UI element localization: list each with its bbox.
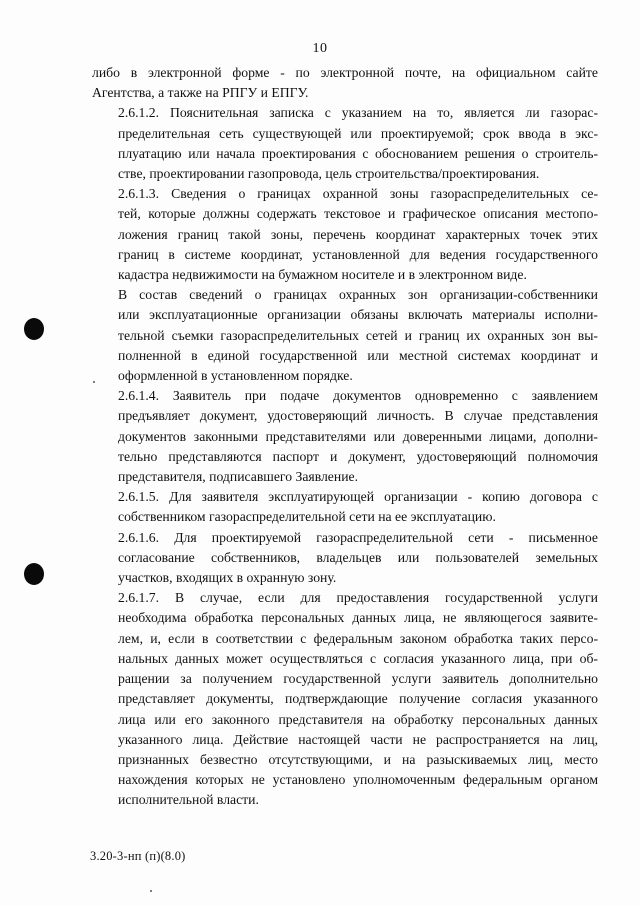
text-line: признанных безвестно отсутствующими, и на разыскиваемых лиц, место: [118, 751, 598, 767]
text-line: или эксплуатационные организации обязаны включать материалы исполни-: [118, 307, 598, 323]
text-line: Агентства, а также на РПГУ и ЕПГУ.: [92, 85, 309, 101]
text-line: представителя, подписавшего Заявление.: [118, 469, 359, 485]
text-line: пределительная сеть существующей или проектируемой; срок ввода в экс-: [118, 125, 598, 141]
text-line: стве, проектировании газопровода, цель строительства/проектирования.: [118, 166, 540, 182]
text-line: тельной съемки газораспределительных сетей и границ их охранных зон вы-: [118, 327, 598, 343]
text-line: границ в системе координат, установленной для ведения государственного: [118, 246, 598, 262]
paragraph: [92, 528, 598, 589]
text-line: представляет документы, подтверждающие получение согласия указанного: [118, 691, 598, 707]
text-line: необходима обработка персональных данных лица, не являющегося заявите-: [118, 610, 598, 626]
paragraph: [92, 588, 598, 810]
text-line: предъявляет документ, удостоверяющий личность. В случае представления: [118, 408, 598, 424]
text-line: кадастра недвижимости на бумажном носителе и в электронном виде.: [118, 267, 527, 283]
text-line: лем, и, если в соответствии с федеральным законом обработка таких персо-: [118, 630, 598, 646]
paragraph: [92, 285, 598, 386]
text-line: 2.6.1.3. Сведения о границах охранной зоны газораспределительных се-: [118, 186, 598, 202]
document-code-footer: 3.20-3-нп (п)(8.0): [90, 849, 186, 863]
text-line: тельно представляются паспорт и документ, удостоверяющий полномочия: [118, 448, 598, 464]
text-line: нальных данных может осуществляться с согласия указанного лица, при об-: [118, 650, 598, 666]
paragraph: [92, 103, 598, 184]
text-line: В состав сведений о границах охранных зон организации-собственники: [118, 287, 598, 303]
paragraph: [92, 386, 598, 487]
text-line: 2.6.1.4. Заявитель при подаче документов одновременно с заявлением: [118, 388, 598, 404]
document-body: [92, 63, 598, 811]
page-number: 10: [312, 41, 328, 56]
text-line: полненной в единой государственной или местной системах координат и: [118, 347, 598, 363]
text-line: согласование собственников, владельцев или пользователей земельных: [118, 549, 598, 565]
text-line: ращении за получением государственной услуги заявитель дополнительно: [118, 671, 598, 687]
text-line: документов законными представителями или доверенными лицами, дополни-: [118, 428, 598, 444]
paragraph: [92, 487, 598, 527]
scan-speck: [150, 890, 152, 892]
punch-hole-top: [24, 318, 44, 340]
text-line: 2.6.1.5. Для заявителя эксплуатирующей организации - копию договора с: [118, 489, 598, 505]
paragraph: [92, 63, 598, 103]
text-line: 2.6.1.2. Пояснительная записка с указанием на то, является ли газорас-: [118, 105, 598, 121]
paragraph: [92, 184, 598, 285]
text-line: нахождения которых не установлено уполномоченным федеральным органом: [118, 772, 598, 788]
text-line: 2.6.1.7. В случае, если для предоставления государственной услуги: [118, 590, 598, 606]
text-line: участков, входящих в охранную зону.: [118, 570, 337, 586]
text-line: указанного лица. Действие настоящей части не распространяется на лиц,: [118, 731, 598, 747]
text-line: оформленной в установленном порядке.: [118, 368, 353, 384]
text-line: собственником газораспределительной сети на ее эксплуатацию.: [118, 509, 496, 525]
text-line: исполнительной власти.: [118, 792, 259, 808]
text-line: либо в электронной форме - по электронной почте, на официальном сайте: [92, 65, 598, 80]
text-line: плуатацию или начала проектирования с обоснованием решения о строитель-: [118, 145, 598, 161]
punch-hole-bottom: [24, 563, 44, 585]
text-line: тей, которые должны содержать текстовое и графическое описания местопо-: [118, 206, 598, 222]
text-line: ложения границ такой зоны, перечень координат характерных точек этих: [118, 226, 598, 242]
text-line: 2.6.1.6. Для проектируемой газораспределительной сети - письменное: [118, 529, 598, 545]
text-line: лица или его законного представителя на обработку персональных данных: [118, 711, 598, 727]
